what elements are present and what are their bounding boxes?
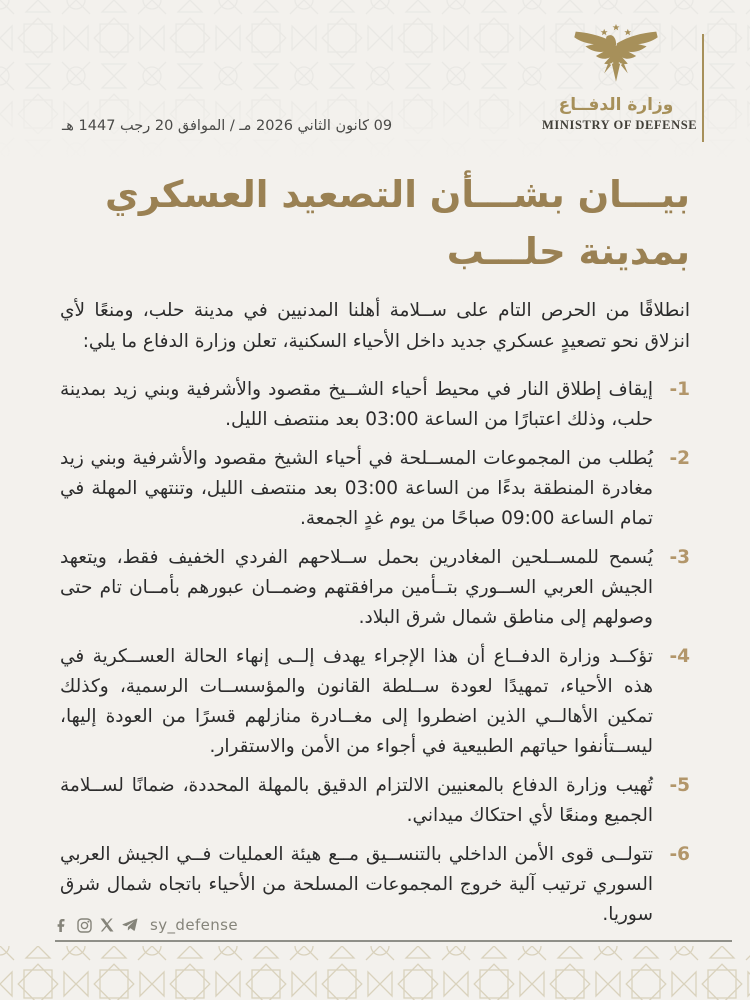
facebook-icon[interactable] (55, 918, 69, 933)
item-number: 4- (669, 645, 690, 667)
bottom-geometric-pattern (0, 946, 750, 1000)
item-number: 3- (669, 546, 690, 568)
footer-divider (55, 940, 732, 942)
social-handle[interactable]: sy_defense (150, 916, 239, 934)
item-text: يُطلب من المجموعات المســلحة في أحياء الشيخ مقصود والأشرفية وبني زيد مغادرة المنطقة بدءًا من الساعة 03:00 بعد منتصف الليل، وتنتهي المهلة في تمام الساعة 09:00 صباحًا من يوم غدٍ الجمعة. (60, 447, 653, 529)
x-icon[interactable] (100, 918, 114, 932)
statement-title: بيـــان بشـــأن التصعيد العسكري بمدينة حلـــب (104, 173, 690, 274)
statement-intro: انطلاقًا من الحرص التام على ســلامة أهلنا المدنيين في مدينة حلب، ومنعًا لأي انزلاق نحو تصعيدٍ عسكري جديد داخل الأحياء السكنية، تعلن وزارة الدفاع ما يلي: (60, 299, 690, 352)
item-number: 2- (669, 447, 690, 469)
logo-divider-line (702, 34, 704, 142)
footer (55, 916, 732, 942)
instagram-icon[interactable] (77, 918, 92, 933)
statement-item-2 (60, 444, 690, 534)
item-text: يُسمح للمســلحين المغادرين بحمل ســلاحهم الفردي الخفيف فقط، ويتعهد الجيش العربي الســوري بتــأمين مرافقتهم وضمــان عبورهم بأمــان تام حتى وصولهم إلى مناطق شمال شرق البلاد. (60, 546, 653, 628)
statement-date: 09 كانون الثاني 2026 مـ / الموافق 20 رجب 1447 هـ (62, 118, 393, 134)
item-number: 5- (669, 774, 690, 796)
item-text: تؤكــد وزارة الدفــاع أن هذا الإجراء يهدف إلــى إنهاء الحالة العســكرية في هذه الأحياء، تمهيدًا لعودة ســلطة القانون والمؤسســات الرسمية، وكذلك تمكين الأهالــي الذين اضطروا إلى مغــادرة منازلهم قسرًا من العودة إليها، ليســتأنفوا حياتهم الطبيعية في أجواء من الأمن والاستقرار. (60, 645, 653, 757)
statement-item-1 (60, 375, 690, 435)
ministry-name-english: MINISTRY OF DEFENSE (542, 118, 698, 132)
item-number: 1- (669, 378, 690, 400)
item-text: تُهيب وزارة الدفاع بالمعنيين الالتزام الدقيق بالمهلة المحددة، ضمانًا لســلامة الجميع ومنعًا لأي احتكاك ميداني. (60, 774, 653, 826)
statement-item-5 (60, 771, 690, 831)
statement-item-4 (60, 642, 690, 762)
statement-body (60, 166, 690, 939)
ministry-name-arabic: وزارة الدفــاع (558, 95, 674, 115)
telegram-icon[interactable] (122, 918, 138, 932)
item-text: إيقاف إطلاق النار في محيط أحياء الشــيخ مقصود والأشرفية وبني زيد بمدينة حلب، وذلك اعتبارًا من الساعة 03:00 بعد منتصف الليل. (60, 378, 653, 430)
eagle-emblem-icon (557, 24, 675, 90)
social-links (55, 916, 732, 934)
item-number: 6- (669, 843, 690, 865)
ministry-logo (542, 24, 698, 133)
item-text: تتولــى قوى الأمن الداخلي بالتنســيق مــع هيئة العمليات فــي الجيش العربي السوري ترتيب آلية خروج المجموعات المسلحة من الأحياء باتجاه شمال شرق سوريا. (60, 843, 653, 925)
statement-items (60, 375, 690, 930)
statement-item-3 (60, 543, 690, 633)
